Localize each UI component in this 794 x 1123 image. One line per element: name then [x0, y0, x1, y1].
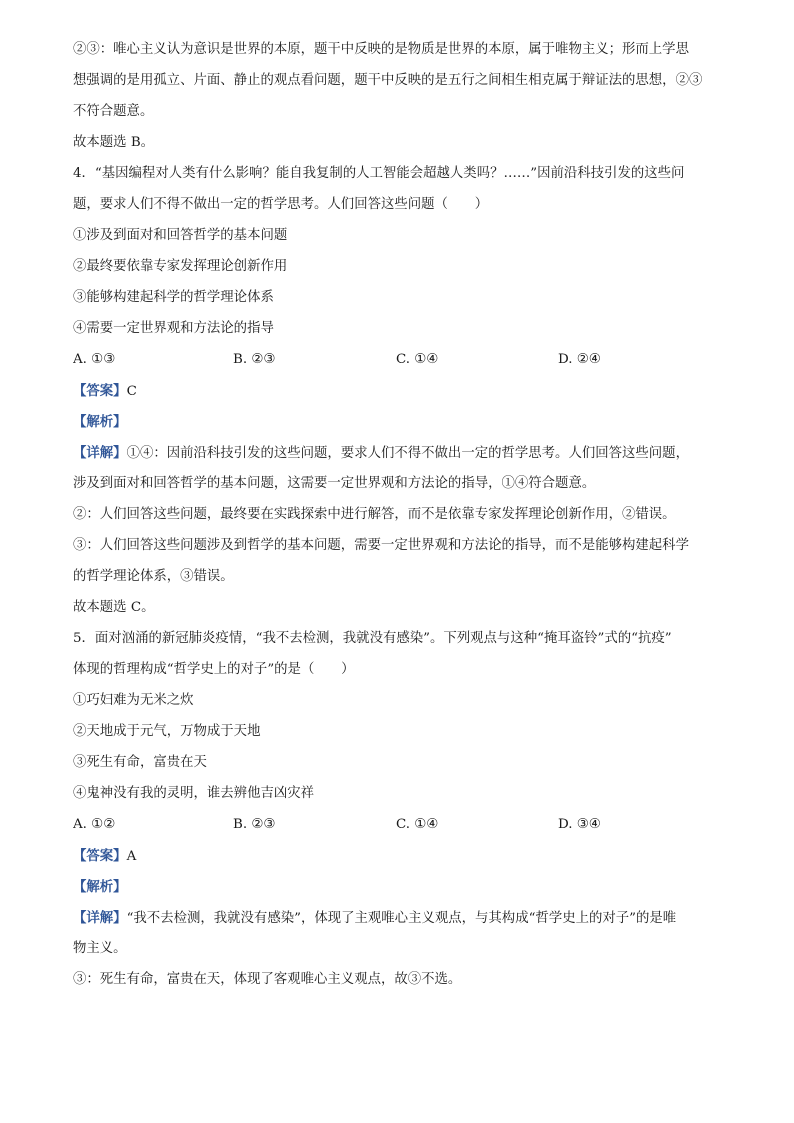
- q4-option-d: D. ②④: [558, 352, 601, 367]
- q4-item-1: ①涉及到面对和回答哲学的基本问题: [73, 228, 288, 243]
- q4-answer-tag: 【答案】: [73, 383, 127, 399]
- q5-item-3: ③死生有命，富贵在天: [73, 755, 207, 770]
- q5-answer: [73, 846, 733, 866]
- q4-detail-text-1: ①④：因前沿科技引发的这些问题，要求人们不得不做出一定的哲学思考。人们回答这些问题，: [126, 446, 689, 461]
- q5-options-row: [73, 815, 733, 835]
- q4-option-b: B. ②③: [233, 352, 276, 367]
- q4-item-2: ②最终要依靠专家发挥理论创新作用: [73, 259, 288, 274]
- q5-stem-line-1: 5．面对汹涌的新冠肺炎疫情，“我不去检测，我就没有感染”。下列观点与这种“掩耳盗铃”式的“抗疫”: [73, 631, 672, 646]
- q5-option-d: D. ③④: [558, 817, 601, 832]
- q4-detail-line-4: ③：人们回答这些问题涉及到哲学的基本问题，需要一定世界观和方法论的指导，而不是能够构建起科学: [73, 538, 689, 553]
- q3-conclusion: 故本题选 B。: [73, 135, 155, 150]
- q4-option-a: A. ①③: [73, 352, 116, 367]
- q5-detail-tag: 【详解】: [73, 910, 127, 926]
- q5-item-2: ②天地成于元气，万物成于天地: [73, 724, 261, 739]
- q3-analysis-line-3: 不符合题意。: [73, 104, 154, 119]
- q4-analysis-tag: 【解析】: [73, 414, 127, 430]
- q5-analysis-heading: [73, 877, 733, 897]
- q4-detail-tag: 【详解】: [73, 445, 127, 461]
- q4-stem-line-1: 4．“基因编程对人类有什么影响？能自我复制的人工智能会超越人类吗？……”因前沿科技引发的这些问: [73, 166, 685, 181]
- q4-detail-line-3: ②：人们回答这些问题，最终要在实践探索中进行解答，而不是依靠专家发挥理论创新作用，②错误。: [73, 507, 676, 522]
- q4-detail-line-2: 涉及到面对和回答哲学的基本问题，这需要一定世界观和方法论的指导，①④符合题意。: [73, 476, 596, 491]
- q5-answer-value: A: [126, 849, 137, 864]
- q5-answer-tag: 【答案】: [73, 848, 127, 864]
- q5-option-b: B. ②③: [233, 817, 276, 832]
- q4-detail-line-5: 的哲学理论体系，③错误。: [73, 569, 234, 584]
- q5-item-1: ①巧妇难为无米之炊: [73, 693, 194, 708]
- q5-item-4: ④鬼神没有我的灵明，谁去辨他吉凶灾祥: [73, 786, 315, 801]
- q4-stem-line-2: 题，要求人们不得不做出一定的哲学思考。人们回答这些问题（ ）: [73, 197, 489, 212]
- q5-analysis-tag: 【解析】: [73, 879, 127, 895]
- q4-options-row: [73, 350, 733, 370]
- q3-analysis-line-1: ②③：唯心主义认为意识是世界的本原，题干中反映的是物质是世界的本原，属于唯物主义；形而上学思: [73, 42, 689, 57]
- q5-detail-line-3: ③：死生有命，富贵在天，体现了客观唯心主义观点，故③不选。: [73, 972, 462, 987]
- q4-answer-value: C: [126, 384, 137, 399]
- q3-analysis-line-2: 想强调的是用孤立、片面、静止的观点看问题，题干中反映的是五行之间相生相克属于辩证法的思想，②③: [73, 73, 703, 88]
- q5-stem-line-2: 体现的哲理构成“哲学史上的对子”的是（ ）: [73, 662, 355, 677]
- q4-detail-line-1: [73, 443, 733, 463]
- q5-detail-line-2: 物主义。: [73, 941, 127, 956]
- q4-item-3: ③能够构建起科学的哲学理论体系: [73, 290, 274, 305]
- q5-option-a: A. ①②: [73, 817, 116, 832]
- q4-item-4: ④需要一定世界观和方法论的指导: [73, 321, 274, 336]
- q5-detail-line-1: [73, 908, 733, 928]
- q4-option-c: C. ①④: [396, 352, 439, 367]
- q5-option-c: C. ①④: [396, 817, 439, 832]
- q4-conclusion: 故本题选 C。: [73, 600, 155, 615]
- q4-analysis-heading: [73, 412, 733, 432]
- q4-answer: [73, 381, 733, 401]
- q5-detail-text-1: “我不去检测，我就没有感染”，体现了主观唯心主义观点，与其构成“哲学史上的对子”的是唯: [126, 911, 677, 926]
